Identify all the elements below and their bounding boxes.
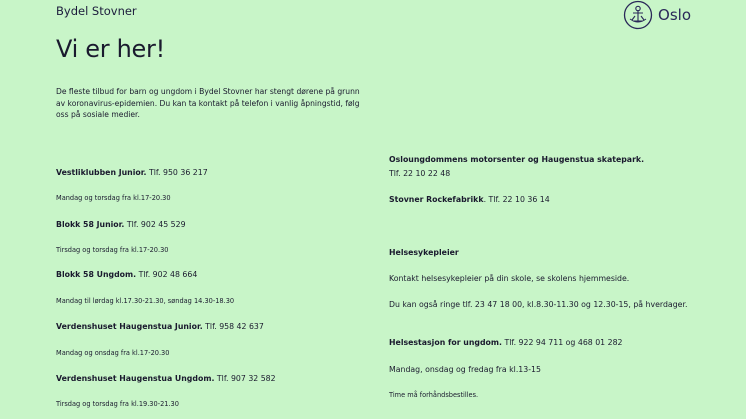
helse-line1: Kontakt helsesykepleier på din skole, se skolens hjemmeside. — [389, 274, 630, 283]
rockefabrikk-phone: . Tlf. 22 10 36 14 — [483, 195, 550, 204]
helse-heading-text: Helsesykepleier — [389, 248, 459, 257]
verdenshuset-ungdom — [56, 374, 276, 383]
club-hours: Tirsdag og torsdag fra kl.17-20.30 — [56, 246, 169, 254]
oslo-seal-icon — [623, 0, 653, 30]
club-hours: Mandag til lørdag kl.17.30-21.30, søndag 14.30-18.30 — [56, 297, 235, 305]
helsestasjon-hours: Mandag, onsdag og fredag fra kl.13-15 — [389, 365, 541, 374]
club-hours: Mandag og onsdag fra kl.17-20.30 — [56, 349, 170, 357]
club-phone: Tlf. 958 42 637 — [202, 322, 264, 331]
motorsenter-title: Osloungdommens motorsenter og Haugenstua skatepark. — [389, 155, 645, 164]
club-name: Blokk 58 Junior. — [56, 220, 125, 229]
club-phone: Tlf. 907 32 582 — [214, 374, 276, 383]
rockefabrikk — [389, 195, 550, 204]
verdenshuset-junior — [56, 322, 264, 331]
helse-heading — [389, 248, 459, 257]
club-name: Vestliklubben Junior. — [56, 168, 147, 177]
club-phone: Tlf. 902 45 529 — [124, 220, 186, 229]
club-name: Verdenshuset Haugenstua Junior. — [56, 322, 203, 331]
club-name: Blokk 58 Ungdom. — [56, 270, 137, 279]
department-name: Bydel Stovner — [56, 4, 137, 18]
club-name: Verdenshuset Haugenstua Ungdom. — [56, 374, 215, 383]
rockefabrikk-name: Stovner Rockefabrikk — [389, 195, 484, 204]
oslo-logo[interactable] — [623, 0, 691, 30]
club-hours: Mandag og torsdag fra kl.17-20.30 — [56, 194, 171, 202]
logo-text: Oslo — [658, 6, 691, 24]
helsestasjon-note: Time må forhåndsbestilles. — [389, 391, 479, 399]
club-phone: Tlf. 902 48 664 — [136, 270, 198, 279]
club-hours: Tirsdag og torsdag fra kl.19.30-21.30 — [56, 400, 179, 408]
helsestasjon — [389, 338, 623, 347]
helse-line2: Du kan også ringe tlf. 23 47 18 00, kl.8.30-11.30 og 12.30-15, på hverdager. — [389, 300, 688, 309]
vestliklubben-junior — [56, 168, 208, 177]
blokk58-junior — [56, 220, 186, 229]
helsestasjon-phone: Tlf. 922 94 711 og 468 01 282 — [502, 338, 623, 347]
motorsenter-name — [389, 155, 644, 164]
page-title: Vi er her! — [56, 35, 165, 63]
motorsenter-phone: Tlf. 22 10 22 48 — [389, 169, 451, 178]
blokk58-ungdom — [56, 270, 197, 279]
club-phone: Tlf. 950 36 217 — [146, 168, 208, 177]
helsestasjon-name: Helsestasjon for ungdom. — [389, 338, 502, 347]
intro-paragraph: De fleste tilbud for barn og ungdom i Bydel Stovner har stengt dørene på grunn av koronavirus-epidemien. Du kan ta kontakt på telefon i vanlig åpningstid, følg oss på sosiale medier. — [56, 87, 360, 119]
